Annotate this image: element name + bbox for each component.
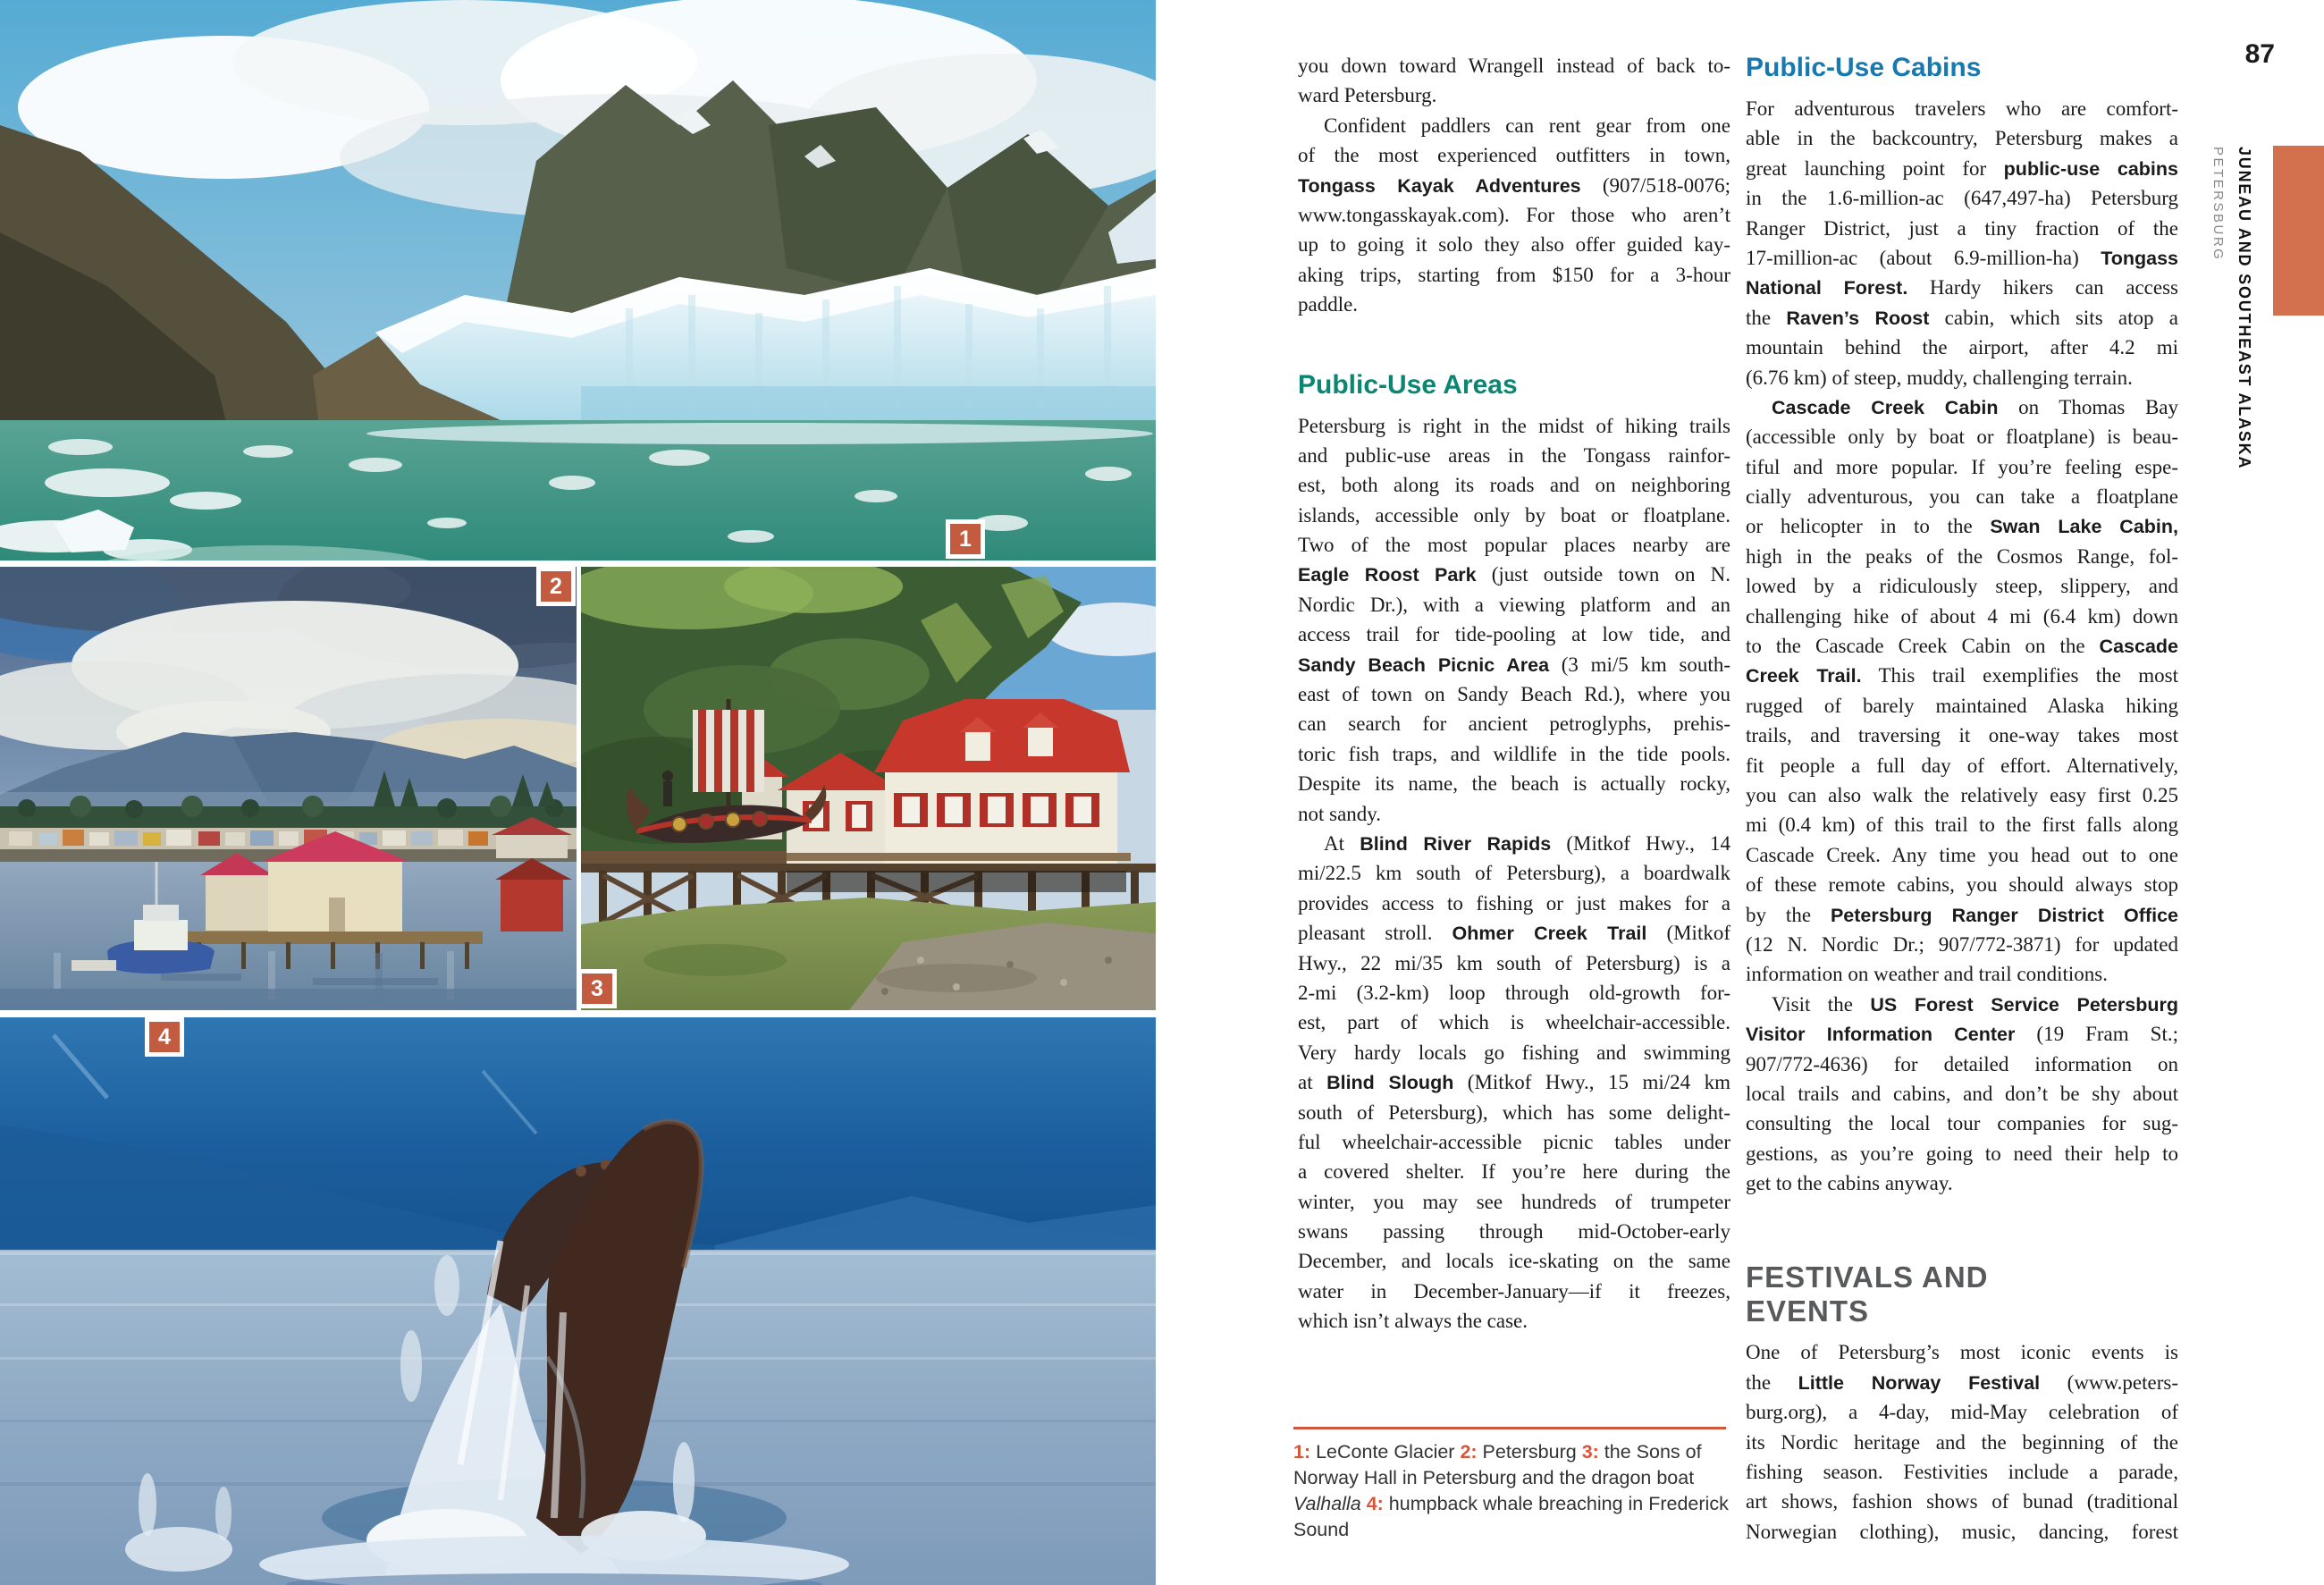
text-line: you down toward Wrangell instead of back to-	[1298, 55, 1730, 77]
photo-number-badge-4: 4	[145, 1017, 184, 1057]
text-line: gestions, as you’re going to need their help to	[1746, 1142, 2178, 1165]
text-line: est, both along its roads and on neighboring	[1298, 474, 1730, 497]
heading: FESTIVALS AND EVENTS	[1746, 1260, 1989, 1328]
text-line: aking trips, starting from $150 for a 3-hour	[1298, 263, 1730, 286]
text-line: and public-use areas in the Tongass rainfor-	[1298, 443, 1730, 467]
text-line: in the 1.6-million-ac (647,497-ha) Petersburg	[1746, 187, 2178, 210]
paragraph	[1746, 1337, 2178, 1547]
text-line: National Forest. Hardy hikers can access	[1746, 276, 2178, 299]
text-line: mi/22.5 km south of Petersburg), a boardwalk	[1298, 862, 1730, 885]
text-line: December, and locals ice-skating on the same	[1298, 1250, 1730, 1273]
text-line: tiful and more popular. If you’re feeling espe-	[1746, 455, 2178, 478]
text-line: not sandy.	[1298, 802, 1382, 825]
text-line: up to going it solo they also offer guided kay-	[1298, 233, 1730, 257]
text-line: Despite its name, the beach is actually rocky,	[1298, 772, 1730, 796]
text-line: of the most experienced outfitters in town,	[1298, 144, 1730, 167]
photo-caption-text: 1: LeConte Glacier 2: Petersburg 3: the Sons of Norway Hall in Petersburg and the dragon boat Valhalla 4: humpback whale breaching in Frederick Sound	[1293, 1441, 1729, 1540]
text-line: Ranger District, just a tiny fraction of the	[1746, 216, 2178, 240]
text-line: Tongass Kayak Adventures (907/518-0076;	[1298, 173, 1730, 197]
text-line: Sandy Beach Picnic Area (3 mi/5 km south-	[1298, 653, 1730, 676]
heading: Public-Use Areas	[1298, 369, 1518, 400]
text-line: can search for ancient petroglyphs, prehis-	[1298, 712, 1730, 736]
text-line: east of town on Sandy Beach Rd.), where you	[1298, 683, 1730, 706]
text-line: get to the cabins anyway.	[1746, 1172, 1953, 1195]
text-line: 907/772-4636) for detailed information on	[1746, 1052, 2178, 1075]
harbor-illustration	[0, 567, 577, 1010]
text-line: Eagle Roost Park (just outside town on N.	[1298, 563, 1730, 586]
text-line: able in the backcountry, Petersburg makes a	[1746, 127, 2178, 150]
text-line: mi (0.4 km) of this trail to the first falls along	[1746, 814, 2178, 837]
text-line: Nordic Dr.), with a viewing platform and an	[1298, 593, 1730, 616]
text-line: Very hardy locals go fishing and swimming	[1298, 1041, 1730, 1064]
text-line: One of Petersburg’s most iconic events is	[1746, 1341, 2178, 1364]
photo-sons-of-norway-hall	[581, 567, 1156, 1010]
text-line: consulting the local tour companies for sug-	[1746, 1112, 2178, 1135]
text-line: fit people a full day of effort. Alternatively,	[1746, 754, 2178, 777]
text-line: great launching point for public-use cabins	[1746, 156, 2178, 180]
text-line: burg.org), a 4-day, mid-May celebration of	[1746, 1401, 2178, 1424]
text-line: islands, accessible only by boat or floatplane.	[1298, 503, 1730, 527]
paragraph	[1298, 829, 1730, 1336]
photo-petersburg-harbor	[0, 567, 577, 1010]
whale-illustration	[0, 1017, 1156, 1585]
text-line: local trails and cabins, and don’t be shy about	[1746, 1082, 2178, 1105]
glacier-illustration	[0, 0, 1156, 561]
text-line: ful wheelchair-accessible picnic tables under	[1298, 1130, 1730, 1153]
text-line: a covered shelter. If you’re here during the	[1298, 1160, 1730, 1184]
text-line: 17-million-ac (about 6.9-million-ha) Tongass	[1746, 246, 2178, 269]
text-line: paddle.	[1298, 293, 1359, 316]
paragraph	[1298, 411, 1730, 829]
text-line: mountain behind the airport, after 4.2 mi	[1746, 336, 2178, 359]
photo-humpback-whale	[0, 1017, 1156, 1585]
text-line: Two of the most popular places nearby are	[1298, 534, 1730, 557]
text-line: provides access to fishing or just makes for a	[1298, 891, 1730, 915]
paragraph	[1746, 990, 2178, 1199]
text-line: swans passing through mid-October-early	[1298, 1220, 1730, 1244]
photo-number-badge-2: 2	[536, 567, 576, 606]
paragraph	[1746, 392, 2178, 990]
text-line: the Raven’s Roost cabin, which sits atop a	[1746, 306, 2178, 329]
text-line: Visit the US Forest Service Petersburg	[1772, 992, 2178, 1016]
section-label-vertical: PETERSBURG	[2210, 147, 2226, 262]
text-line: water in December-January—if it freezes,	[1298, 1279, 1730, 1303]
text-line: ward Petersburg.	[1298, 84, 1437, 107]
text-line: pleasant stroll. Ohmer Creek Trail (Mitkof	[1298, 922, 1730, 945]
text-line: For adventurous travelers who are comfort-	[1746, 97, 2178, 120]
hall-illustration	[581, 567, 1156, 1010]
text-line: high in the peaks of the Cosmos Range, fol-	[1746, 544, 2178, 568]
paragraph	[1298, 51, 1730, 111]
text-column-right	[1746, 51, 2178, 1547]
text-line: which isn’t always the case.	[1298, 1310, 1528, 1333]
text-line: access trail for tide-pooling at low tide, and	[1298, 623, 1730, 646]
text-line: south of Petersburg), which has some delight-	[1298, 1100, 1730, 1124]
text-line: (12 N. Nordic Dr.; 907/772-3871) for updated	[1746, 932, 2178, 956]
text-line: 2-mi (3.2-km) loop through old-growth for-	[1298, 981, 1730, 1004]
text-line: art shows, fashion shows of bunad (traditional	[1746, 1490, 2178, 1513]
photo-number-badge-3: 3	[577, 969, 617, 1008]
text-line: the Little Norway Festival (www.peters-	[1746, 1370, 2178, 1394]
text-line: Norwegian clothing), music, dancing, forest	[1746, 1520, 2178, 1543]
text-line: (6.76 km) of steep, muddy, challenging terrain.	[1746, 366, 2133, 389]
text-line: Creek Trail. This trail exemplifies the most	[1746, 664, 2178, 687]
text-line: www.tongasskayak.com). For those who aren’t	[1298, 203, 1730, 226]
text-line: At Blind River Rapids (Mitkof Hwy., 14	[1324, 831, 1730, 855]
heading: Public-Use Cabins	[1746, 53, 1982, 82]
text-line: its Nordic heritage and the beginning of the	[1746, 1430, 2178, 1454]
text-line: fishing season. Festivities include a parade,	[1746, 1461, 2178, 1484]
text-line: Cascade Creek. Any time you head out to one	[1746, 843, 2178, 866]
photo-leconte-glacier	[0, 0, 1156, 561]
text-line: Visitor Information Center (19 Fram St.;	[1746, 1023, 2178, 1046]
text-line: to the Cascade Creek Cabin on the Cascade	[1746, 635, 2178, 658]
text-line: lowed by a ridiculously steep, slippery, and	[1746, 575, 2178, 598]
text-line: (accessible only by boat or floatplane) is beau-	[1746, 426, 2178, 449]
text-line: of these remote cabins, you should always stop	[1746, 873, 2178, 897]
paragraph	[1746, 94, 2178, 392]
text-column-left	[1298, 51, 1730, 1336]
text-line: Cascade Creek Cabin on Thomas Bay	[1772, 395, 2178, 418]
photo-number-badge-1: 1	[946, 519, 985, 559]
text-line: Petersburg is right in the midst of hiking trails	[1298, 414, 1730, 437]
chapter-label-vertical: JUNEAU AND SOUTHEAST ALASKA	[2236, 147, 2253, 470]
text-line: at Blind Slough (Mitkof Hwy., 15 mi/24 km	[1298, 1071, 1730, 1094]
text-line: est, part of which is wheelchair-accessible.	[1298, 1011, 1730, 1034]
text-line: challenging hike of about 4 mi (6.4 km) down	[1746, 604, 2178, 628]
text-line: winter, you may see hundreds of trumpeter	[1298, 1190, 1730, 1213]
text-line: you can also walk the relatively easy first 0.25	[1746, 783, 2178, 806]
caption-rule	[1293, 1427, 1726, 1429]
text-line: information on weather and trail conditions.	[1746, 963, 2108, 986]
text-line: Confident paddlers can rent gear from one	[1324, 114, 1730, 137]
text-line: Hwy., 22 mi/35 km south of Petersburg) is a	[1298, 951, 1730, 974]
text-line: toric fish traps, and wildlife in the tide pools.	[1298, 742, 1730, 765]
page-number: 87	[2244, 39, 2275, 69]
text-line: cially adventurous, you can take a floatplane	[1746, 485, 2178, 509]
photo-caption	[1293, 1439, 1745, 1543]
text-line: trails, and traversing it one-way takes most	[1746, 724, 2178, 747]
text-line: or helicopter in to the Swan Lake Cabin,	[1746, 515, 2178, 538]
text-line: rugged of barely maintained Alaska hiking	[1746, 694, 2178, 717]
paragraph	[1298, 111, 1730, 320]
text-line: by the Petersburg Ranger District Office	[1746, 903, 2178, 926]
chapter-tab	[2273, 146, 2324, 316]
